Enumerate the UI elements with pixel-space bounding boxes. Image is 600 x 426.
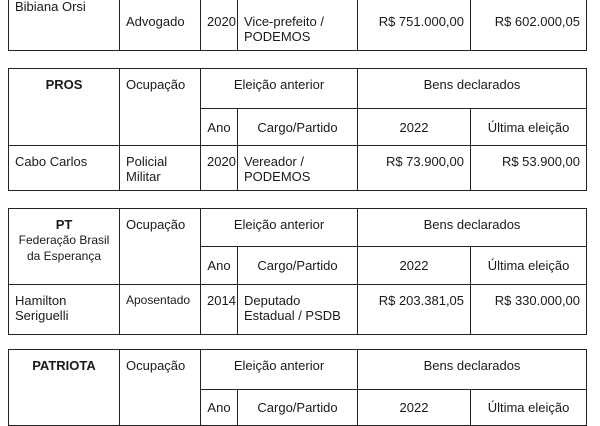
role-party-header: Cargo/Partido — [238, 390, 358, 426]
assets-2022: R$ 751.000,00 — [358, 0, 471, 51]
assets-2022-header: 2022 — [358, 247, 471, 285]
occupation-line-1: Policial — [126, 154, 168, 169]
occupation-header: Ocupação — [120, 69, 201, 146]
candidate-name-line-1: Hamilton — [15, 293, 67, 308]
election-year: 2020 — [201, 146, 238, 191]
year-header: Ano — [201, 247, 238, 285]
party-name: PROS — [45, 77, 83, 92]
year-header: Ano — [201, 109, 238, 146]
election-year: 2014 — [201, 285, 238, 335]
assets-2022-header: 2022 — [358, 390, 471, 426]
assets-2022: R$ 203.381,05 — [358, 285, 471, 335]
assets-last-election: R$ 330.000,00 — [471, 285, 587, 335]
candidate-occupation: Aposentado — [120, 285, 201, 335]
party-table-pros — [8, 68, 587, 191]
candidate-occupation: Advogado — [120, 0, 201, 51]
party-cell — [9, 209, 120, 285]
party-cell — [9, 69, 120, 146]
role-party — [238, 285, 358, 335]
role-line-1: Vereador / — [244, 154, 304, 169]
top-candidate-table — [8, 0, 587, 51]
role-line-2: Estadual / PSDB — [244, 308, 341, 323]
previous-election-header: Eleição anterior — [201, 209, 358, 247]
assets-last-election: R$ 53.900,00 — [471, 146, 587, 191]
declared-assets-header: Bens declarados — [358, 69, 587, 109]
occupation-header: Ocupação — [120, 209, 201, 285]
assets-last-election: R$ 602.000,05 — [471, 0, 587, 51]
party-federation-line-2: da Esperança — [26, 249, 102, 263]
assets-2022: R$ 73.900,00 — [358, 146, 471, 191]
last-election-header: Última eleição — [471, 109, 587, 146]
election-year: 2020 — [201, 0, 238, 51]
party-federation-line-1: Federação Brasil — [18, 233, 110, 247]
previous-election-header: Eleição anterior — [201, 69, 358, 109]
assets-2022-header: 2022 — [358, 109, 471, 146]
role-party-header: Cargo/Partido — [238, 109, 358, 146]
role-party — [238, 0, 358, 51]
role-line-1: Deputado — [244, 293, 301, 308]
last-election-header: Última eleição — [471, 390, 587, 426]
role-line-2: PODEMOS — [244, 169, 311, 184]
party-cell — [9, 350, 120, 426]
role-line-2: PODEMOS — [244, 29, 311, 44]
party-name: PT — [55, 217, 73, 232]
candidate-name-line-2: Seriguelli — [15, 308, 69, 323]
candidate-name — [9, 285, 120, 335]
party-table-patriota — [8, 349, 587, 426]
declared-assets-header: Bens declarados — [358, 209, 587, 247]
last-election-header: Última eleição — [471, 247, 587, 285]
role-party — [238, 146, 358, 191]
party-table-pt — [8, 208, 587, 335]
occupation-header: Ocupação — [120, 350, 201, 426]
party-name: PATRIOTA — [32, 358, 96, 373]
role-party-header: Cargo/Partido — [238, 247, 358, 285]
previous-election-header: Eleição anterior — [201, 350, 358, 390]
candidate-name: Bibiana Orsi — [9, 0, 120, 51]
role-line-1: Vice-prefeito / — [244, 14, 324, 29]
candidate-occupation — [120, 146, 201, 191]
year-header: Ano — [201, 390, 238, 426]
occupation-line-2: Militar — [126, 169, 161, 184]
candidate-name: Cabo Carlos — [9, 146, 120, 191]
declared-assets-header: Bens declarados — [358, 350, 587, 390]
